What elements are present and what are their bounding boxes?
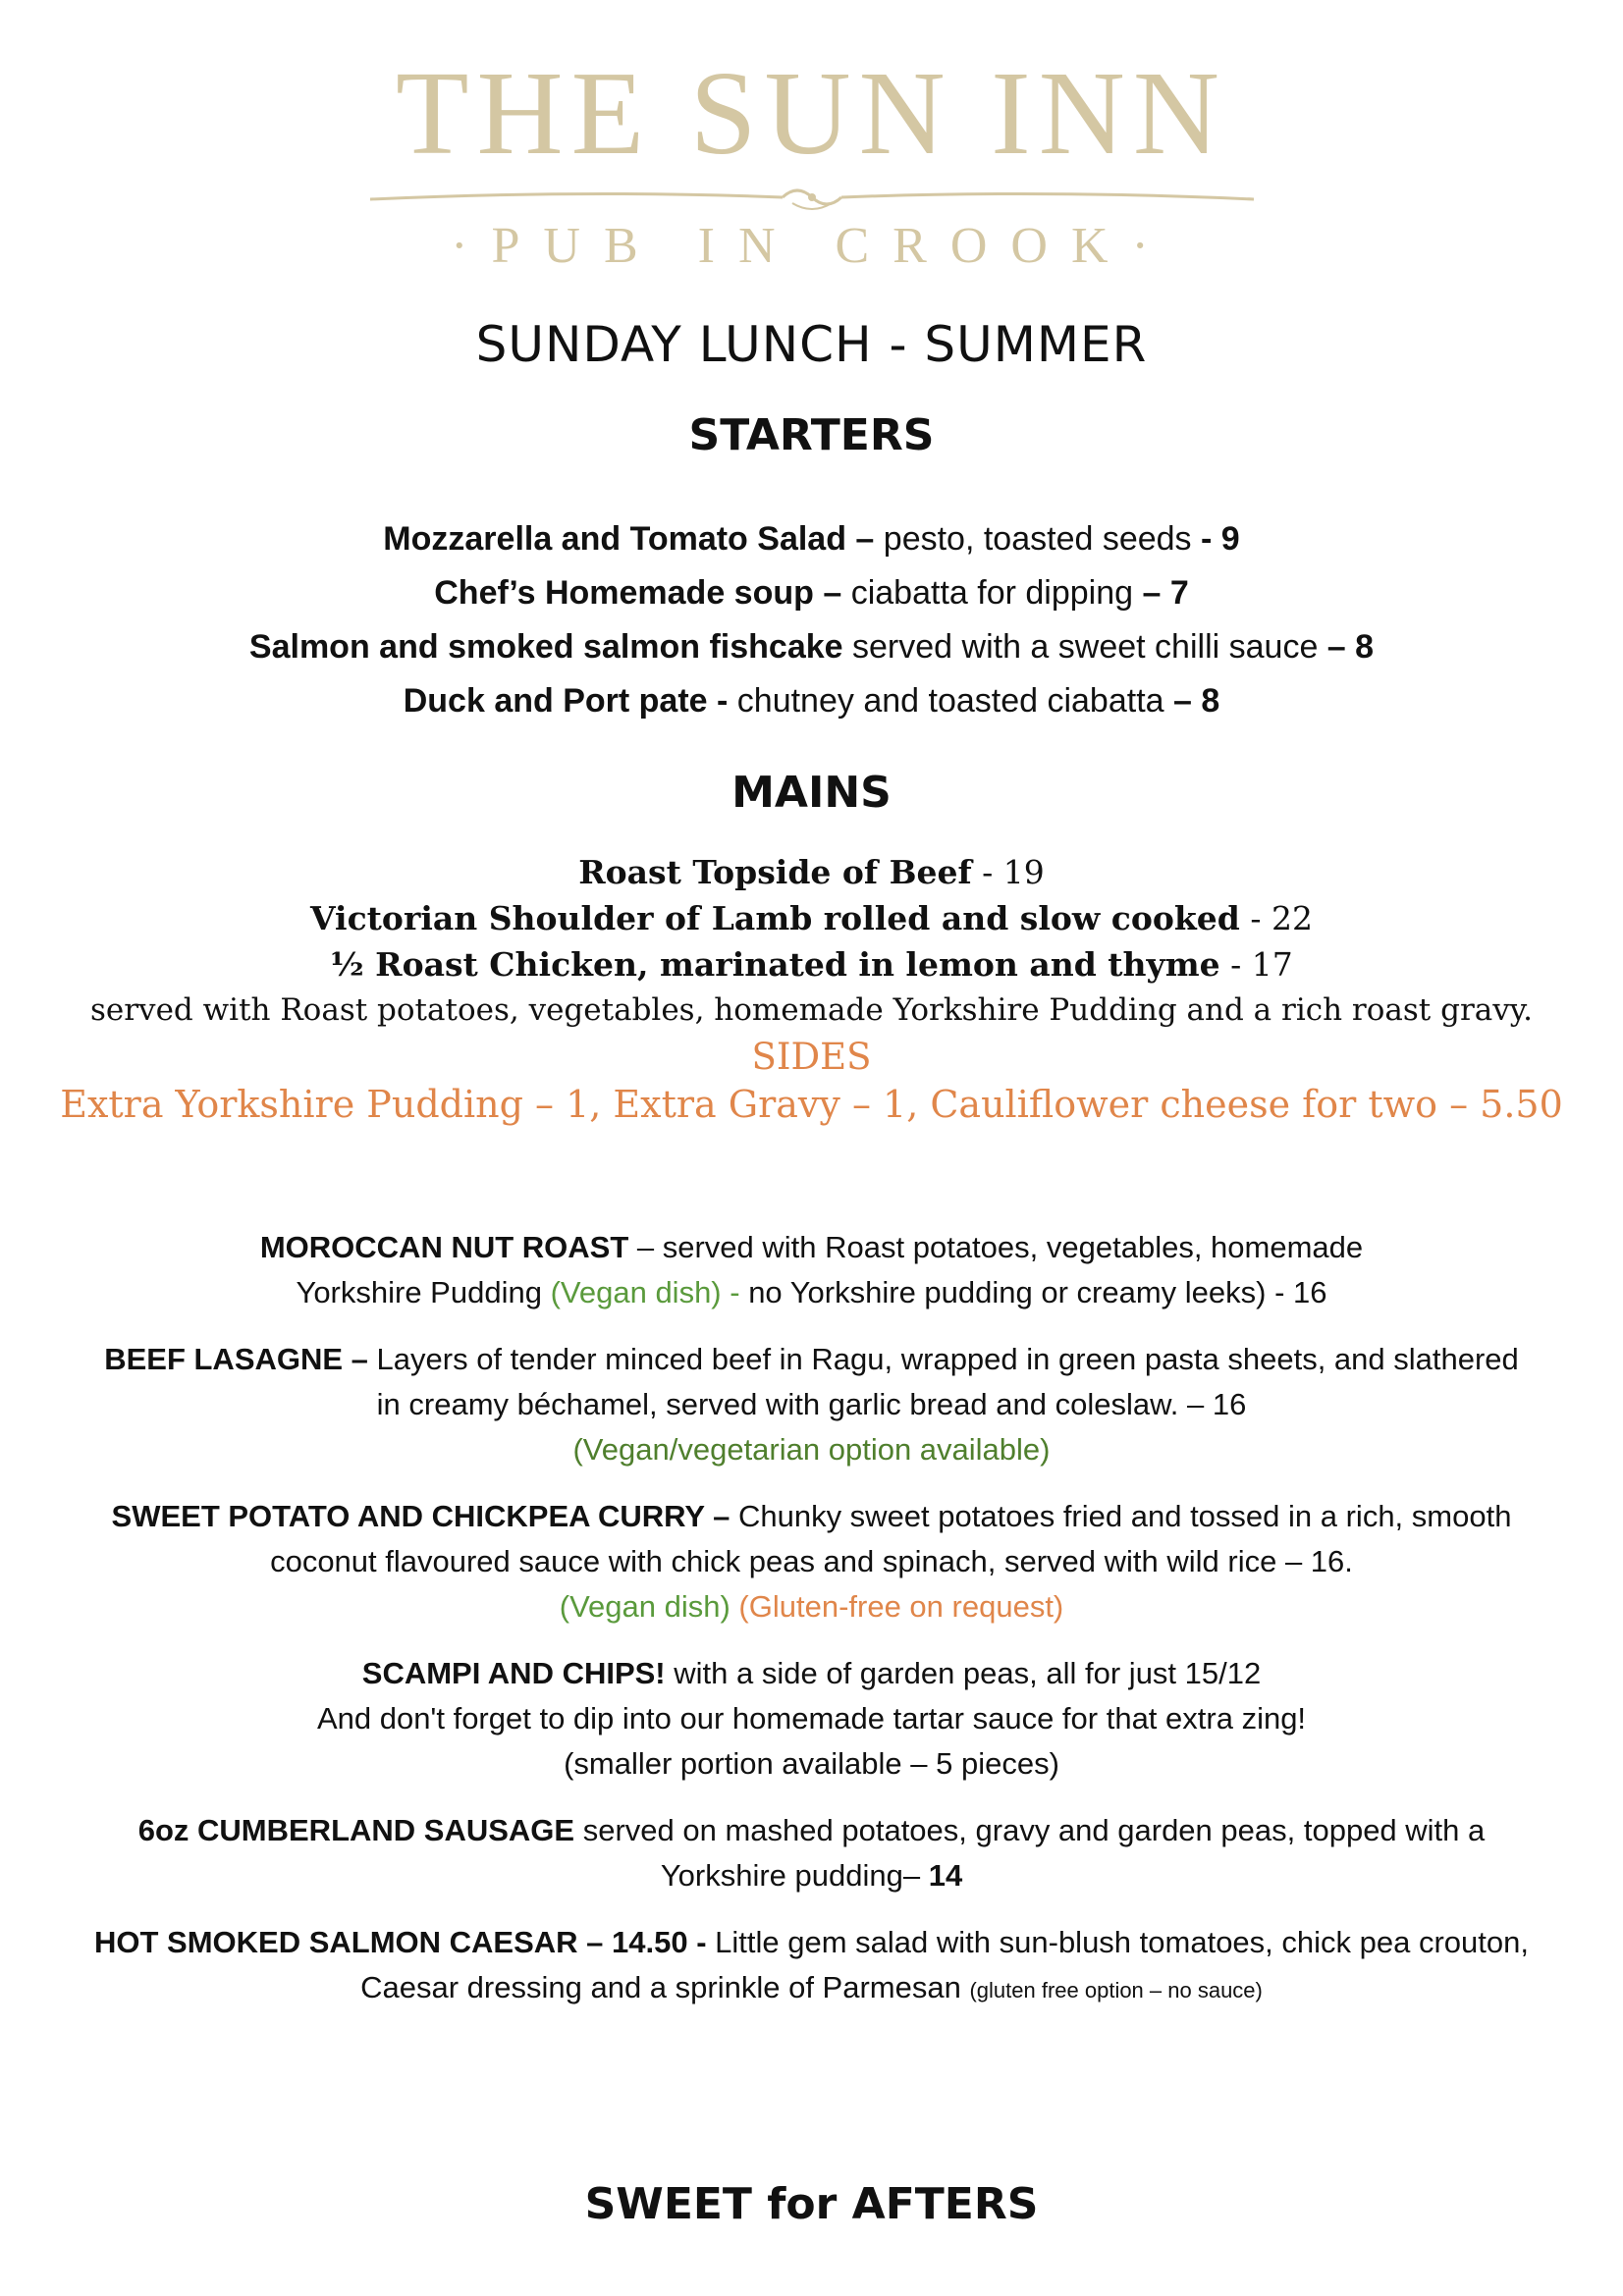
main-name: Victorian Shoulder of Lamb rolled and slow cooked [310, 899, 1240, 937]
dish-desc: in creamy béchamel, served with garlic bread and coleslaw. – 16 [376, 1387, 1247, 1421]
dish-name: SCAMPI AND CHIPS! [361, 1656, 666, 1690]
dish-desc: Yorkshire pudding– [660, 1858, 929, 1893]
dish-desc: And don't forget to dip into our homemade tartar sauce for that extra zing! [316, 1701, 1307, 1735]
starter-item [0, 566, 1623, 620]
main-item [0, 941, 1623, 988]
menu-title: SUNDAY LUNCH - SUMMER [475, 316, 1148, 373]
sides-line: Extra Yorkshire Pudding – 1, Extra Gravy – 1, Cauliflower cheese for two – 5.50 [60, 1083, 1563, 1126]
dish-name: 6oz CUMBERLAND SAUSAGE [137, 1813, 575, 1847]
main-item [0, 895, 1623, 941]
dish-desc: Yorkshire Pudding [296, 1275, 551, 1309]
starter-price: - 9 [1201, 520, 1240, 558]
dish-name: SWEET POTATO AND CHICKPEA CURRY – [111, 1499, 730, 1533]
main-name: ½ Roast Chicken, marinated in lemon and thyme [330, 945, 1220, 984]
sides-heading: SIDES [751, 1036, 872, 1078]
vegan-tag: (Vegan dish) [559, 1589, 739, 1624]
starter-price: – 7 [1142, 574, 1189, 612]
main-item [0, 849, 1623, 895]
starter-name: Duck and Port pate - [403, 682, 729, 720]
vegan-option-tag: (Vegan/vegetarian option available) [572, 1432, 1051, 1467]
vegan-tag: (Vegan dish) - [550, 1275, 749, 1309]
dish-desc: no Yorkshire pudding or creamy leeks) - 16 [748, 1275, 1327, 1309]
dish-desc: Caesar dressing and a sprinkle of Parmesan [360, 1970, 970, 2004]
main-price: - 19 [971, 853, 1045, 891]
starter-desc: pesto, toasted seeds [874, 520, 1202, 558]
dish-desc: Little gem salad with sun-blush tomatoes, chick pea crouton, [706, 1925, 1529, 1959]
starter-item [0, 512, 1623, 566]
mains-heading: MAINS [731, 768, 892, 818]
logo-subtitle: ·PUB IN CROOK· [451, 218, 1172, 274]
dish-name: MOROCCAN NUT ROAST [259, 1230, 629, 1264]
dish-name: HOT SMOKED SALMON CAESAR – 14.50 - [94, 1925, 707, 1959]
starter-name: Mozzarella and Tomato Salad – [383, 520, 875, 558]
main-name: Roast Topside of Beef [578, 853, 972, 891]
dish-nut-roast [0, 1225, 1623, 1315]
starter-name: Salmon and smoked salmon fishcake [248, 628, 843, 666]
dish-desc: coconut flavoured sauce with chick peas and spinach, served with wild rice – 16. [270, 1544, 1353, 1578]
starter-name: Chef’s Homemade soup – [434, 574, 842, 612]
logo [0, 47, 1623, 274]
sweet-heading: SWEET for AFTERS [584, 2179, 1039, 2229]
dish-caesar [0, 1920, 1623, 2013]
starter-item [0, 674, 1623, 728]
dish-desc: Layers of tender minced beef in Ragu, wrapped in green pasta sheets, and slathered [367, 1342, 1519, 1376]
main-price: - 22 [1239, 899, 1313, 937]
dish-desc: (smaller portion available – 5 pieces) [564, 1746, 1059, 1781]
starter-desc: chutney and toasted ciabatta [728, 682, 1173, 720]
dish-sausage [0, 1808, 1623, 1898]
starter-desc: served with a sweet chilli sauce [842, 628, 1327, 666]
starter-price: – 8 [1326, 628, 1375, 666]
gluten-free-tag: (Gluten-free on request) [738, 1589, 1064, 1624]
starter-item [0, 620, 1623, 674]
dish-name: BEEF LASAGNE – [104, 1342, 368, 1376]
dishes-list [0, 1225, 1623, 2035]
logo-flourish-divider [351, 180, 1273, 219]
mains-served-with: served with Roast potatoes, vegetables, homemade Yorkshire Pudding and a rich roast gravy. [89, 992, 1534, 1028]
gluten-free-note: (gluten free option – no sauce) [969, 1978, 1263, 2002]
dish-curry [0, 1494, 1623, 1629]
dish-desc: served on mashed potatoes, gravy and garden peas, topped with a [574, 1813, 1486, 1847]
dish-scampi [0, 1651, 1623, 1787]
dish-desc: – served with Roast potatoes, vegetables, homemade [628, 1230, 1364, 1264]
starters-heading: STARTERS [688, 410, 935, 460]
starters-list [0, 512, 1623, 728]
starter-price: – 8 [1173, 682, 1220, 720]
dish-desc: Chunky sweet potatoes fried and tossed in a rich, smooth [730, 1499, 1512, 1533]
starter-desc: ciabatta for dipping [841, 574, 1143, 612]
main-price: - 17 [1219, 945, 1293, 984]
dish-lasagne [0, 1337, 1623, 1472]
dish-price: 14 [928, 1858, 963, 1893]
dish-desc: with a side of garden peas, all for just 15/12 [665, 1656, 1262, 1690]
mains-list [0, 849, 1623, 1034]
logo-title: THE SUN INN [395, 47, 1228, 180]
